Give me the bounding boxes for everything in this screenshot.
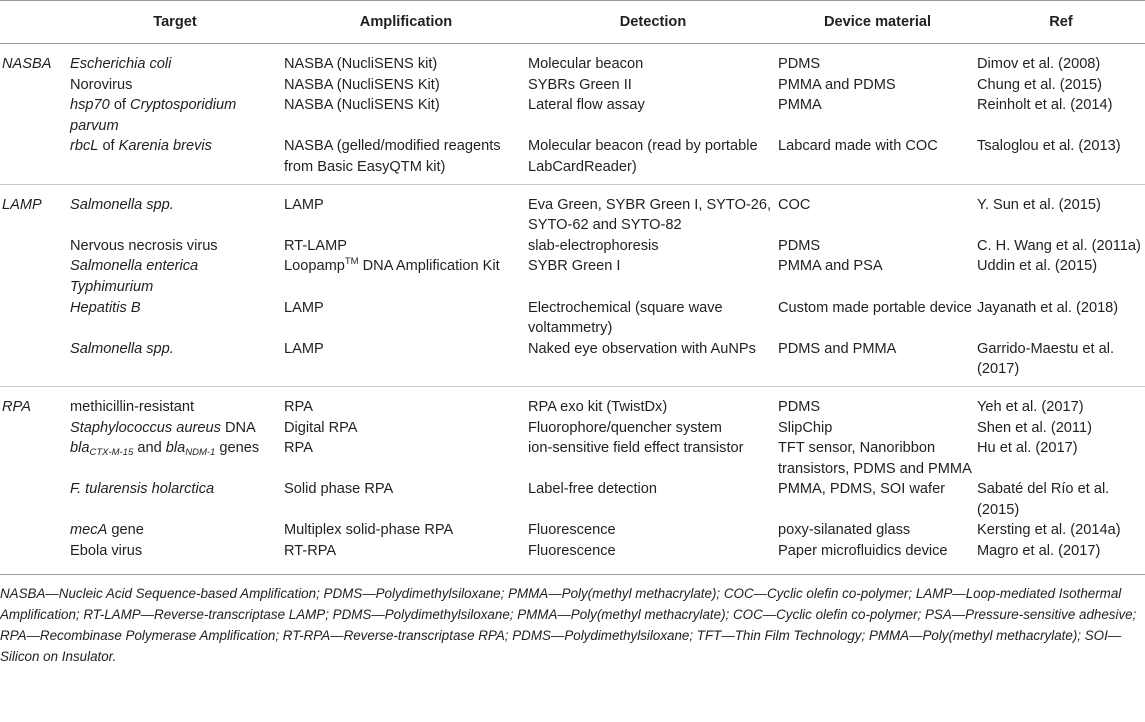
cell-detection: Fluorescence — [528, 522, 616, 539]
cell-detection: ion-sensitive field effect transistor — [528, 440, 744, 457]
cell-target — [66, 44, 284, 75]
table-row — [0, 386, 1145, 417]
cell-amplification: LAMP — [284, 340, 324, 357]
cell-detection: Fluorescence — [528, 543, 616, 560]
target-text: of — [98, 138, 119, 155]
cell-detection: Eva Green, SYBR Green I, SYTO-26, SYTO-62 and SYTO-82 — [528, 184, 778, 236]
target-text: gene — [107, 522, 144, 539]
header-ref: Ref — [977, 1, 1145, 44]
table-row — [0, 418, 1145, 439]
table-row — [0, 520, 1145, 541]
header-device-material: Device material — [778, 1, 977, 44]
cell-amplification: RT-RPA — [284, 543, 337, 560]
cell-detection: Molecular beacon — [528, 56, 644, 72]
cell-material: PDMS and PMMA — [778, 340, 897, 357]
cell-amplification: LAMP — [284, 184, 528, 236]
target-italic: Salmonella spp. — [70, 340, 174, 357]
cell-amplification: NASBA (gelled/modified reagents from Basic EasyQTM kit) — [284, 138, 501, 175]
target-italic: Staphylococcus aureus — [70, 419, 221, 436]
cell-detection: Electrochemical (square wave voltammetry) — [528, 299, 723, 337]
cell-detection: slab-electrophoresis — [528, 237, 659, 254]
cell-detection: SYBRs Green II — [528, 76, 632, 93]
cell-ref: Shen et al. (2011) — [977, 419, 1092, 436]
target-text: of — [109, 97, 131, 114]
table-row — [0, 256, 1145, 297]
target-italic: Cryptosporidium parvum — [70, 97, 237, 134]
cell-target — [66, 298, 284, 339]
cell-material: PDMS — [778, 386, 977, 417]
table-row — [0, 184, 1145, 236]
target-text: genes — [215, 440, 260, 457]
cell-ref: C. H. Wang et al. (2011a) — [977, 237, 1141, 254]
cell-target — [66, 339, 284, 387]
cell-detection: Naked eye observation with AuNPs — [528, 340, 756, 357]
cell-material: PDMS — [778, 56, 821, 72]
header-group — [0, 1, 66, 44]
target-italic: Karenia brevis — [118, 138, 212, 155]
cell-ref: Magro et al. (2017) — [977, 543, 1101, 560]
cell-ref: Chung et al. (2015) — [977, 76, 1102, 93]
cell-material: PMMA, PDMS, SOI wafer — [778, 481, 946, 498]
group-label: NASBA — [2, 56, 52, 72]
cell-ref: Y. Sun et al. (2015) — [977, 184, 1145, 236]
cell-amplification: RT-LAMP — [284, 237, 347, 254]
cell-target — [66, 418, 284, 439]
amplification-text: Loopamp — [284, 258, 345, 275]
amplification-text: DNA Amplification Kit — [358, 258, 500, 275]
header-detection: Detection — [528, 1, 778, 44]
cell-target — [66, 95, 284, 136]
cell-material: Custom made portable device — [778, 299, 972, 316]
target-italic: Salmonella spp. — [70, 196, 174, 213]
gene-name: bla — [70, 440, 90, 457]
cell-detection: Lateral flow assay — [528, 97, 645, 114]
cell-target: Ebola virus — [70, 543, 143, 560]
cell-material: PMMA — [778, 97, 822, 114]
cell-amplification: Solid phase RPA — [284, 481, 394, 498]
cell-target: methicillin-resistant — [66, 386, 284, 417]
table-body — [0, 44, 1145, 568]
cell-amplification: Multiplex solid-phase RPA — [284, 522, 454, 539]
target-text: DNA — [220, 419, 256, 436]
table-row — [0, 438, 1145, 479]
gene-subscript: CTX-M-15 — [89, 447, 134, 459]
cell-material: COC — [778, 184, 977, 236]
target-italic: Hepatitis B — [70, 299, 141, 316]
table-row — [0, 95, 1145, 136]
cell-amplification: RPA — [284, 440, 313, 457]
cell-amplification: Digital RPA — [284, 419, 358, 436]
cell-material: Labcard made with COC — [778, 138, 938, 155]
cell-ref: Hu et al. (2017) — [977, 440, 1078, 457]
table-row — [0, 339, 1145, 387]
target-italic: hsp70 — [70, 97, 110, 114]
cell-target — [66, 256, 284, 297]
gene-name: bla — [165, 440, 186, 457]
cell-ref: Yeh et al. (2017) — [977, 386, 1145, 417]
cell-ref: Sabaté del Río et al. (2015) — [977, 481, 1110, 518]
table-row — [0, 236, 1145, 257]
header-amplification: Amplification — [284, 1, 528, 44]
cell-ref: Uddin et al. (2015) — [977, 258, 1098, 275]
table-row — [0, 479, 1145, 520]
cell-ref: Tsaloglou et al. (2013) — [977, 138, 1121, 155]
cell-target: Norovirus — [70, 76, 133, 93]
table-row — [0, 75, 1145, 96]
header-target: Target — [66, 1, 284, 44]
cell-amplification: NASBA (NucliSENS kit) — [284, 56, 438, 72]
cell-target — [66, 136, 284, 184]
group-label: LAMP — [0, 184, 66, 236]
table-row — [0, 136, 1145, 184]
cell-target — [66, 438, 284, 479]
table-row — [0, 44, 1145, 75]
cell-ref: Dimov et al. (2008) — [977, 56, 1101, 72]
table-row — [0, 541, 1145, 568]
target-italic: Salmonella enterica Typhimurium — [70, 258, 199, 295]
cell-target — [66, 520, 284, 541]
cell-target — [66, 479, 284, 520]
cell-amplification: RPA — [284, 386, 528, 417]
cell-ref: Kersting et al. (2014a) — [977, 522, 1121, 539]
target-text: and — [133, 440, 166, 457]
table-row — [0, 298, 1145, 339]
target-italic: mecA — [70, 522, 108, 539]
cell-amplification: NASBA (NucliSENS Kit) — [284, 97, 440, 114]
cell-ref: Jayanath et al. (2018) — [977, 299, 1119, 316]
cell-material: TFT sensor, Nanoribbon transistors, PDMS and PMMA — [778, 440, 972, 477]
header-row — [0, 1, 1145, 44]
cell-amplification: LAMP — [284, 299, 324, 316]
target-italic: rbcL — [70, 138, 99, 155]
cell-target — [66, 184, 284, 236]
cell-amplification: NASBA (NucliSENS Kit) — [284, 76, 440, 93]
trademark-superscript: TM — [344, 256, 359, 268]
cell-material: Paper microfluidics device — [778, 543, 948, 560]
cell-material: PMMA and PSA — [778, 258, 883, 275]
target-italic: F. tularensis holarctica — [70, 481, 215, 498]
cell-detection: Fluorophore/quencher system — [528, 419, 722, 436]
gene-subscript: NDM-1 — [185, 447, 216, 459]
table-footnote: NASBA—Nucleic Acid Sequence-based Amplification; PDMS—Polydimethylsiloxane; PMMA—Poly(methyl methacrylate); COC—Cyclic olefin co-polymer; LAMP—Loop-mediated Isothermal Amplification; RT-LAMP—Reverse-transcriptase LAMP; PDMS—Polydimethylsiloxane; PMMA—Poly(methyl methacrylate); COC—Cyclic olefin co-polymer; PSA—Pressure-sensitive adhesive; RPA—Recombinase Polymerase Amplification; RT-RPA—Reverse-transcriptase RPA; PDMS—Polydimethylsiloxane; TFT—Thin Film Technology; PMMA—Poly(methyl methacrylate); SOI—Silicon on Insulator. — [0, 574, 1145, 667]
cell-detection: SYBR Green I — [528, 258, 621, 275]
cell-target: Nervous necrosis virus — [70, 237, 218, 254]
cell-material: PDMS — [778, 237, 821, 254]
cell-material: SlipChip — [778, 419, 833, 436]
cell-detection: RPA exo kit (TwistDx) — [528, 386, 778, 417]
group-label: RPA — [0, 386, 66, 417]
cell-ref: Garrido-Maestu et al. (2017) — [977, 340, 1115, 378]
cell-detection: Molecular beacon (read by portable LabCardReader) — [528, 138, 758, 175]
cell-material: poxy-silanated glass — [778, 522, 911, 539]
cell-amplification — [284, 256, 528, 297]
target-italic: Escherichia coli — [70, 56, 172, 72]
cell-detection: Label-free detection — [528, 481, 657, 498]
cell-ref: Reinholt et al. (2014) — [977, 97, 1113, 114]
cell-material: PMMA and PDMS — [778, 76, 896, 93]
